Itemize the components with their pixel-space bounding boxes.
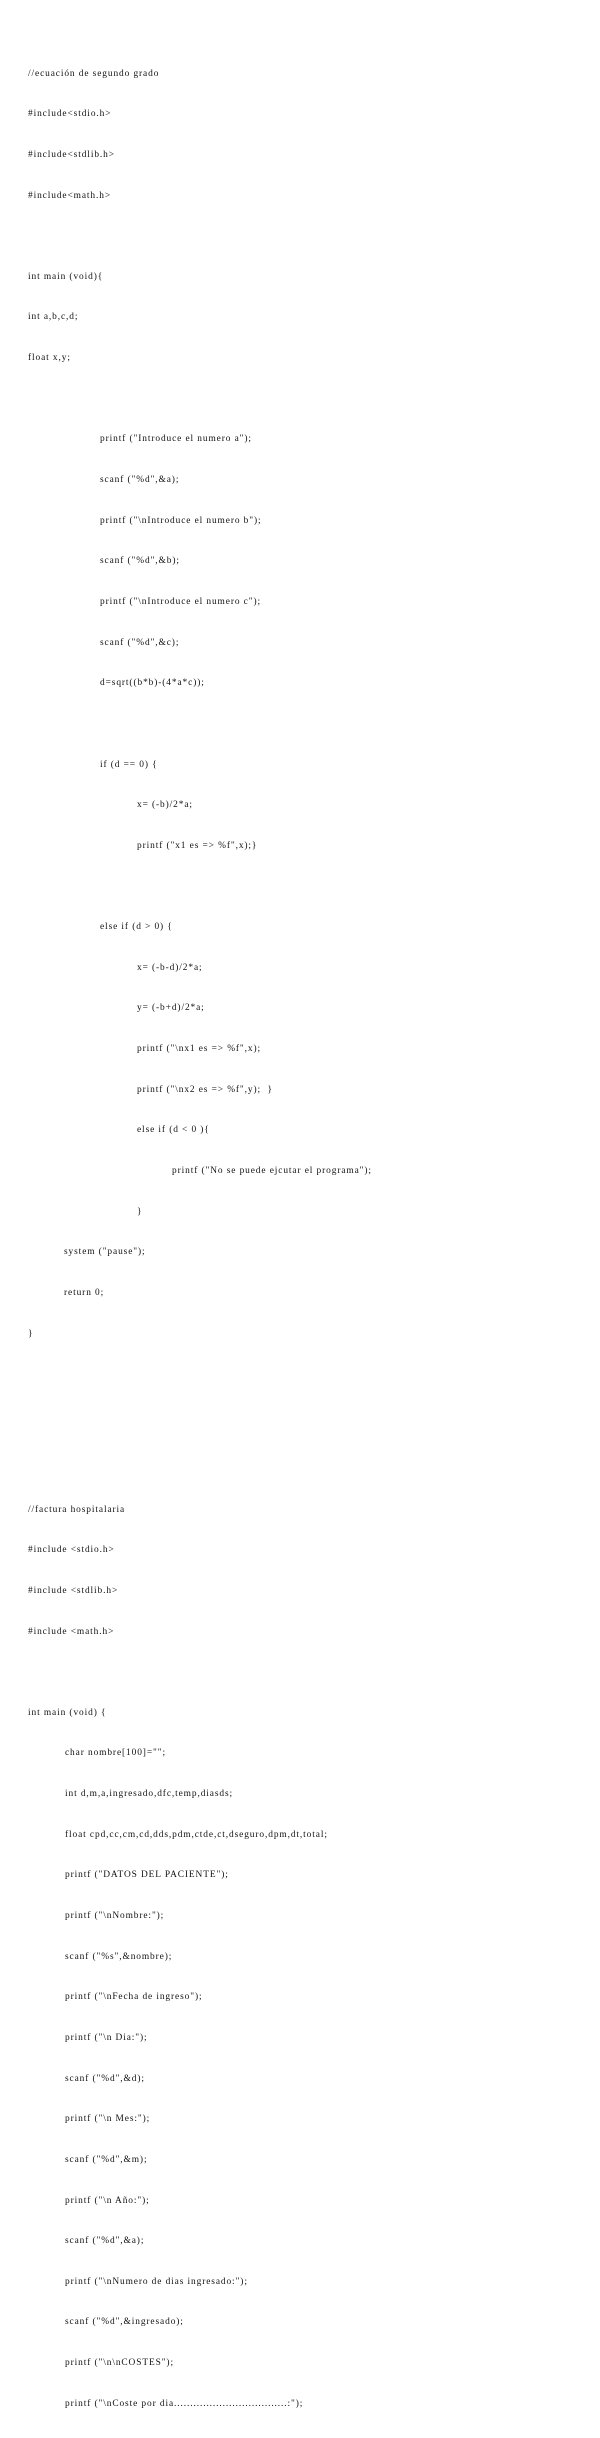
code-line: scanf ("%d",&a); — [65, 2236, 145, 2247]
code-line: else if (d > 0) { — [100, 922, 173, 933]
code-line: scanf ("%d",&d); — [65, 2073, 145, 2084]
code-main-declaration: int main (void){ — [28, 271, 104, 282]
code-line: printf ("x1 es => %f",x);} — [137, 840, 258, 851]
code-include: #include<math.h> — [28, 190, 112, 201]
code-listing — [28, 27, 372, 2438]
code-line: int a,b,c,d; — [28, 312, 79, 323]
code-line: printf ("DATOS DEL PACIENTE"); — [65, 1870, 229, 1881]
code-line: y= (-b+d)/2*a; — [137, 1003, 205, 1014]
code-line: else if (d < 0 ){ — [137, 1125, 210, 1136]
blank-line — [28, 1436, 372, 1450]
code-line: } — [137, 1206, 143, 1217]
code-comment: //ecuación de segundo grado — [28, 68, 160, 79]
code-line: system ("pause"); — [64, 1247, 146, 1258]
code-line: printf ("\nIntroduce el numero b"); — [100, 515, 262, 526]
code-line: float x,y; — [28, 353, 71, 364]
blank-line — [28, 1666, 372, 1680]
code-line: float cpd,cc,cm,cd,dds,pdm,ctde,ct,dseguro,dpm,dt,total; — [65, 1829, 328, 1840]
code-line: printf ("\n\nCOSTES"); — [65, 2358, 174, 2369]
code-line: scanf ("%d",&m); — [65, 2154, 148, 2165]
code-include: #include<stdio.h> — [28, 109, 112, 120]
code-line: scanf ("%d",&a); — [100, 475, 180, 486]
blank-line — [28, 718, 372, 732]
code-line: scanf ("%d",&ingresado); — [65, 2317, 184, 2328]
blank-line — [28, 1382, 372, 1409]
code-line: printf ("\nNumero de dias ingresado:"); — [65, 2276, 248, 2287]
code-line: scanf ("%d",&c); — [100, 637, 180, 648]
code-include: #include <stdlib.h> — [28, 1585, 119, 1596]
blank-line — [28, 230, 372, 244]
code-line: scanf ("%d",&b); — [100, 556, 180, 567]
code-line: printf ("\nFecha de ingreso"); — [65, 1992, 203, 2003]
code-line: printf ("Introduce el numero a"); — [100, 434, 252, 445]
code-line: scanf ("%s",&nombre); — [65, 1951, 173, 1962]
code-include: #include <math.h> — [28, 1626, 115, 1637]
code-include: #include<stdlib.h> — [28, 149, 115, 160]
code-line: d=sqrt((b*b)-(4*a*c)); — [100, 678, 205, 689]
blank-line — [28, 393, 372, 407]
code-line: printf ("\n Dia:"); — [65, 2032, 148, 2043]
code-line: printf ("\nCoste por dia...................................:"); — [65, 2398, 304, 2409]
code-line: char nombre[100]=""; — [65, 1748, 166, 1759]
code-main-declaration: int main (void) { — [28, 1707, 107, 1718]
code-line: printf ("\nx2 es => %f",y); } — [137, 1084, 273, 1095]
code-comment: //factura hospitalaria — [28, 1504, 126, 1515]
code-line: int d,m,a,ingresado,dfc,temp,diasds; — [65, 1789, 234, 1800]
code-line: printf ("\nx1 es => %f",x); — [137, 1044, 262, 1055]
code-line: printf ("\n Año:"); — [65, 2195, 150, 2206]
code-line: printf ("\nNombre:"); — [65, 1911, 165, 1922]
code-line: x= (-b-d)/2*a; — [137, 962, 203, 973]
code-line: x= (-b)/2*a; — [137, 800, 193, 811]
code-line: printf ("\nIntroduce el numero c"); — [100, 596, 261, 607]
code-include: #include <stdio.h> — [28, 1545, 115, 1556]
code-line: if (d == 0) { — [100, 759, 158, 770]
code-line: printf ("\n Mes:"); — [65, 2114, 151, 2125]
blank-line — [28, 880, 372, 894]
code-line: return 0; — [64, 1287, 105, 1298]
code-line: } — [28, 1328, 34, 1339]
code-line: printf ("No se puede ejcutar el programa"); — [172, 1165, 372, 1176]
